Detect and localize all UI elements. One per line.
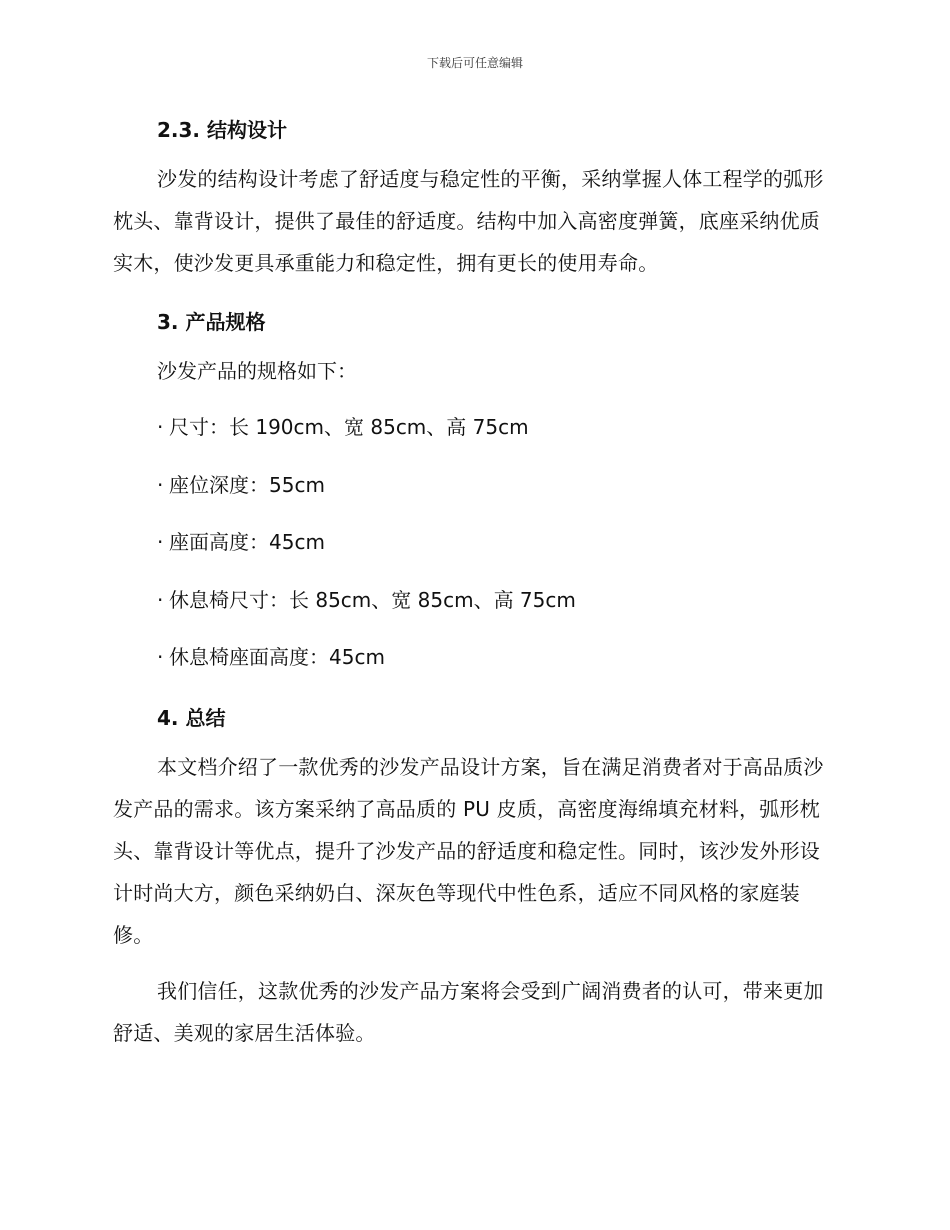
spec-item-text: 休息椅座面高度：45cm — [169, 645, 385, 669]
spec-item-seat-depth — [113, 464, 837, 506]
spec-item-text: 座面高度：45cm — [169, 530, 325, 554]
spec-item-lounge-seat-height — [113, 636, 837, 678]
section-heading-structure: 2.3. 结构设计 — [157, 118, 287, 142]
spec-item-text: 休息椅尺寸：长 85cm、宽 85cm、高 75cm — [169, 587, 576, 612]
structure-paragraph: 沙发的结构设计考虑了舒适度与稳定性的平衡，采纳掌握人体工程学的弧形枕头、靠背设计，提供了最佳的舒适度。结构中加入高密度弹簧，底座采纳优质实木，使沙发更具承重能力和稳定性，拥有更长的使用寿命。 — [113, 167, 824, 275]
page-header-note: 下载后可任意编辑 — [426, 56, 523, 70]
bullet-icon: · — [157, 472, 164, 497]
spec-item-size — [113, 406, 837, 448]
summary-paragraph-2: 我们信任，这款优秀的沙发产品方案将会受到广阔消费者的认可，带来更加舒适、美观的家居生活体验。 — [113, 978, 824, 1045]
spec-item-lounge-size — [113, 579, 837, 621]
bullet-icon: · — [157, 645, 164, 669]
section-heading-specs: 3. 产品规格 — [157, 310, 266, 334]
bullet-icon: · — [157, 587, 164, 612]
spec-item-text: 座位深度：55cm — [169, 472, 325, 497]
specs-intro: 沙发产品的规格如下： — [157, 359, 357, 383]
spec-item-seat-height — [113, 521, 837, 563]
section-heading-summary: 4. 总结 — [157, 705, 226, 730]
spec-item-text: 尺寸：长 190cm、宽 85cm、高 75cm — [169, 415, 529, 439]
summary-paragraph-1: 本文档介绍了一款优秀的沙发产品设计方案，旨在满足消费者对于高品质沙发产品的需求。该方案采纳了高品质的 PU 皮质，高密度海绵填充材料，弧形枕头、靠背设计等优点，提升了沙发产品的舒适度和稳定性。同时，该沙发外形设计时尚大方，颜色采纳奶白、深灰色等现代中性色系，适应不同风格的家庭装修。 — [113, 754, 824, 947]
document-body — [113, 106, 837, 1068]
bullet-icon: · — [157, 415, 164, 439]
spec-list — [113, 406, 837, 678]
bullet-icon: · — [157, 530, 164, 554]
